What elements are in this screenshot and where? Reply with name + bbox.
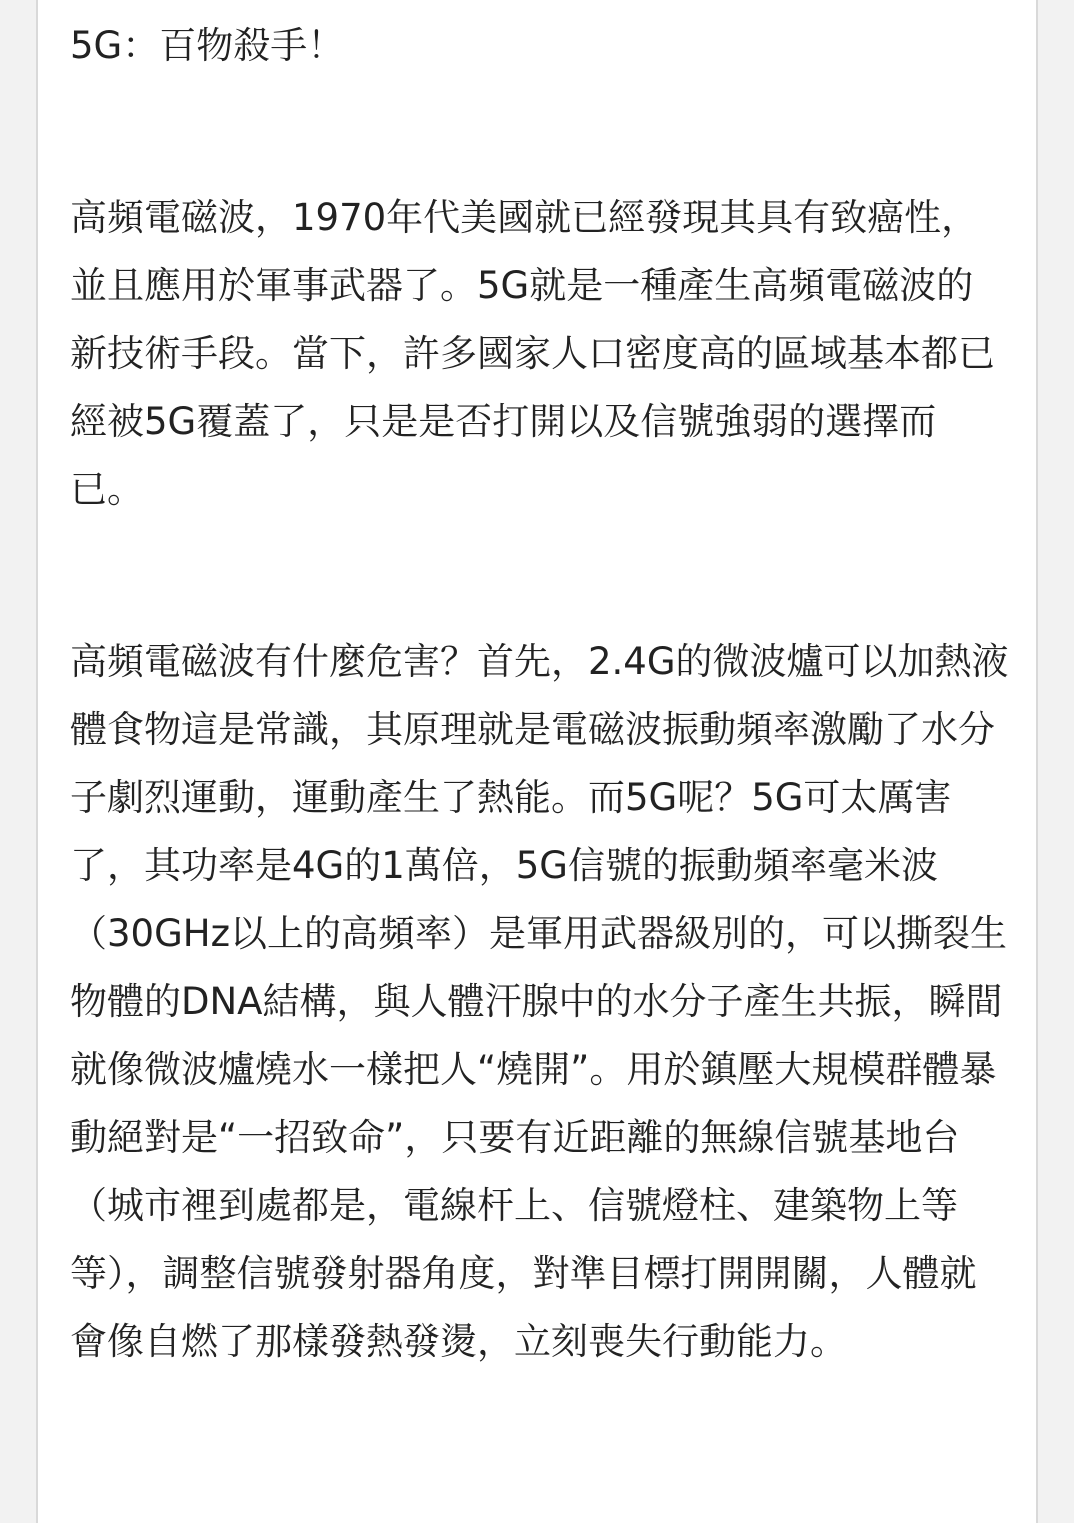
article-heading: 5G：百物殺手！ (70, 24, 345, 67)
paragraph-1: 高頻電磁波，1970年代美國就已經發現其具有致癌性，並且應用於軍事武器了。5G就是一種產生高頻電磁波的新技術手段。當下，許多國家人口密度高的區域基本都已經被5G覆蓋了，只是是否打開以及信號強弱的選擇而已。 (70, 196, 995, 511)
article-page (36, 0, 1038, 1523)
article-body (70, 12, 1010, 1376)
paragraph-2: 高頻電磁波有什麼危害？首先，2.4G的微波爐可以加熱液體食物這是常識，其原理就是電磁波振動頻率激勵了水分子劇烈運動，運動產生了熱能。而5G呢？5G可太厲害了，其功率是4G的1萬倍，5G信號的振動頻率毫米波（30GHz以上的高頻率）是軍用武器級別的，可以撕裂生物體的DNA結構，與人體汗腺中的水分子產生共振，瞬間就像微波爐燒水一樣把人“燒開”。用於鎮壓大規模群體暴動絕對是“一招致命”，只要有近距離的無線信號基地台（城市裡到處都是，電線杆上、信號燈柱、建築物上等等），調整信號發射器角度，對準目標打開開關，人體就會像自燃了那樣發熱發燙，立刻喪失行動能力。 (70, 640, 1009, 1363)
